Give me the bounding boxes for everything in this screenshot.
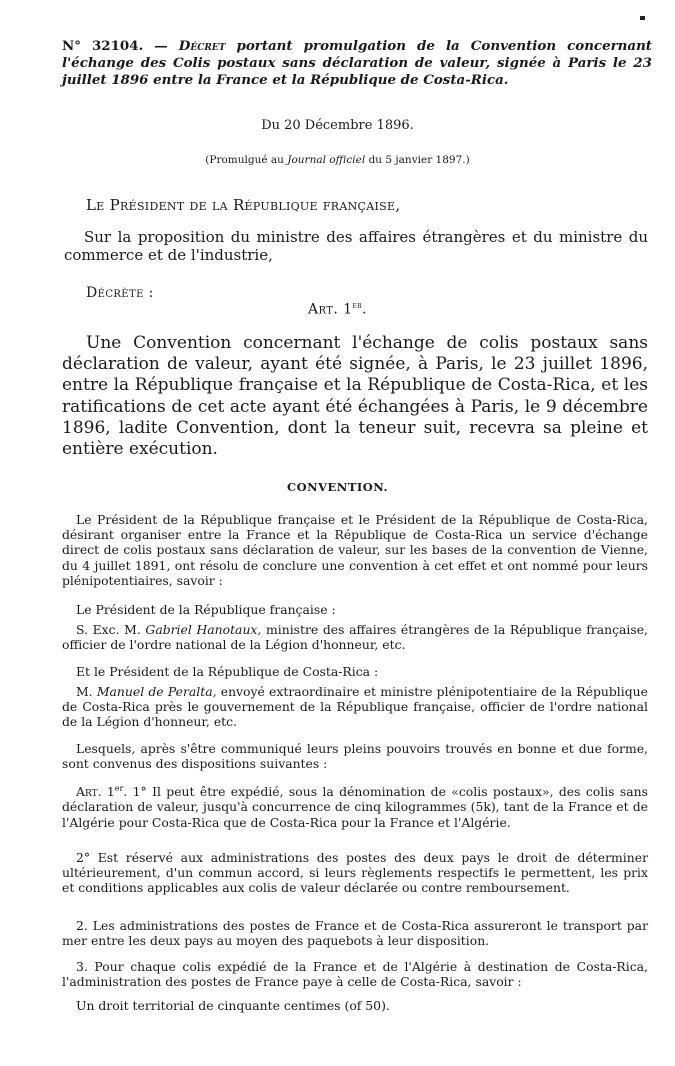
promulgation-after: du 5 janvier 1897.): [368, 154, 470, 166]
journal-name: Journal officiel: [287, 154, 366, 166]
convention-art1-label: Art. 1: [76, 784, 115, 800]
proposition-paragraph: Sur la proposition du ministre des affaires étrangères et du ministre du commerce et de l'industrie,: [64, 228, 648, 264]
decree-word: Décret: [178, 38, 226, 54]
lesquels-paragraph: Lesquels, après s'être communiqué leurs pleins pouvoirs trouvés en bonne et due forme, sont convenus des dispositions suivantes :: [62, 741, 648, 772]
convention-article-1-para-2: 2° Est réservé aux administrations des postes des deux pays le droit de déterminer ultérieurement, d'un commun accord, si leurs règlements respectifs le permettent, les prix et conditions applicables aux colis de valeur déclarée ou contre remboursement.: [62, 850, 648, 896]
convention-article-1: [62, 781, 648, 830]
plenipotentiary-france: [62, 622, 648, 652]
peralta-name: Manuel de Peralta,: [96, 684, 217, 699]
convention-preamble: Le Président de la République française et le Président de la République de Costa-Rica, désirant organiser entre la France et la République de Costa-Rica un service d'échange direct de colis postaux sans déclaration de valeur, sur les bases de la convention de Vienne, du 4 juillet 1891, ont résolu de conclure une convention à cet effet et ont nommé pour leurs plénipotentiaires, savoir :: [62, 512, 648, 588]
article-1-sup: er: [352, 301, 363, 311]
article-1-label: Art. 1: [308, 301, 353, 318]
plenipotentiary-costa-rica: [62, 684, 648, 730]
article-1-heading: [0, 301, 675, 318]
hanotaux-title: ministre des affaires étrangères de la République française, officier de l'ordre national de la Légion d'honneur, etc.: [62, 622, 648, 653]
convention-art1-text: . 1° Il peut être expédié, sous la dénomination de «colis postaux», des colis sans déclaration de valeur, jusqu'à concurrence de cinq kilogrammes (5k), tant de la France et de l'Algérie pour Costa-Rica que de Costa-Rica pour la France et l'Algérie.: [62, 784, 648, 830]
hanotaux-name: Gabriel Hanotaux,: [145, 622, 262, 637]
president-heading: Le Président de la République française,: [86, 196, 401, 214]
peralta-prefix: M.: [76, 684, 93, 699]
convention-article-2: 2. Les administrations des postes de France et de Costa-Rica assureront le transport par mer entre les deux pays au moyen des paquebots à leur disposition.: [62, 918, 648, 949]
decree-number: N° 32104. —: [62, 38, 168, 54]
decrete-label: Décrète :: [86, 285, 154, 301]
president-costa-rica-label: Et le Président de la République de Costa-Rica :: [76, 664, 379, 679]
article-1-end: .: [362, 301, 367, 318]
decree-header: [62, 38, 652, 89]
decree-title: portant promulgation de la Convention concernant l'échange des Colis postaux sans déclaration de valeur, signée à Paris le 23 juillet 1896 entre la France et la République de Costa-Rica.: [62, 38, 652, 88]
convention-art1-sup: er: [114, 784, 124, 793]
ink-mark: [640, 16, 645, 20]
article-1-text: Une Convention concernant l'échange de colis postaux sans déclaration de valeur, ayant été signée, à Paris, le 23 juillet 1896, entre la République française et la République de Costa-Rica, et les ratifications de cet acte ayant été échangées à Paris, le 9 décembre 1896, ladite Convention, dont la teneur suit, recevra sa pleine et entière exécution.: [62, 333, 648, 460]
decree-date: Du 20 Décembre 1896.: [261, 118, 414, 133]
convention-title: CONVENTION.: [286, 480, 389, 494]
territorial-fee: Un droit territorial de cinquante centimes (of 50).: [76, 998, 390, 1013]
promulgation-note: [0, 154, 675, 166]
promulgation-before: (Promulgué au: [205, 154, 284, 166]
president-france-label: Le Président de la République française :: [76, 602, 336, 617]
convention-article-3: 3. Pour chaque colis expédié de la France et de l'Algérie à destination de Costa-Rica, l'administration des postes de France paye à celle de Costa-Rica, savoir :: [62, 959, 648, 990]
peralta-title: envoyé extraordinaire et ministre plénipotentiaire de la République de Costa-Rica près le gouvernement de la République française, officier de l'ordre national de la Légion d'honneur, etc.: [62, 684, 648, 730]
hanotaux-prefix: S. Exc. M.: [76, 622, 141, 637]
